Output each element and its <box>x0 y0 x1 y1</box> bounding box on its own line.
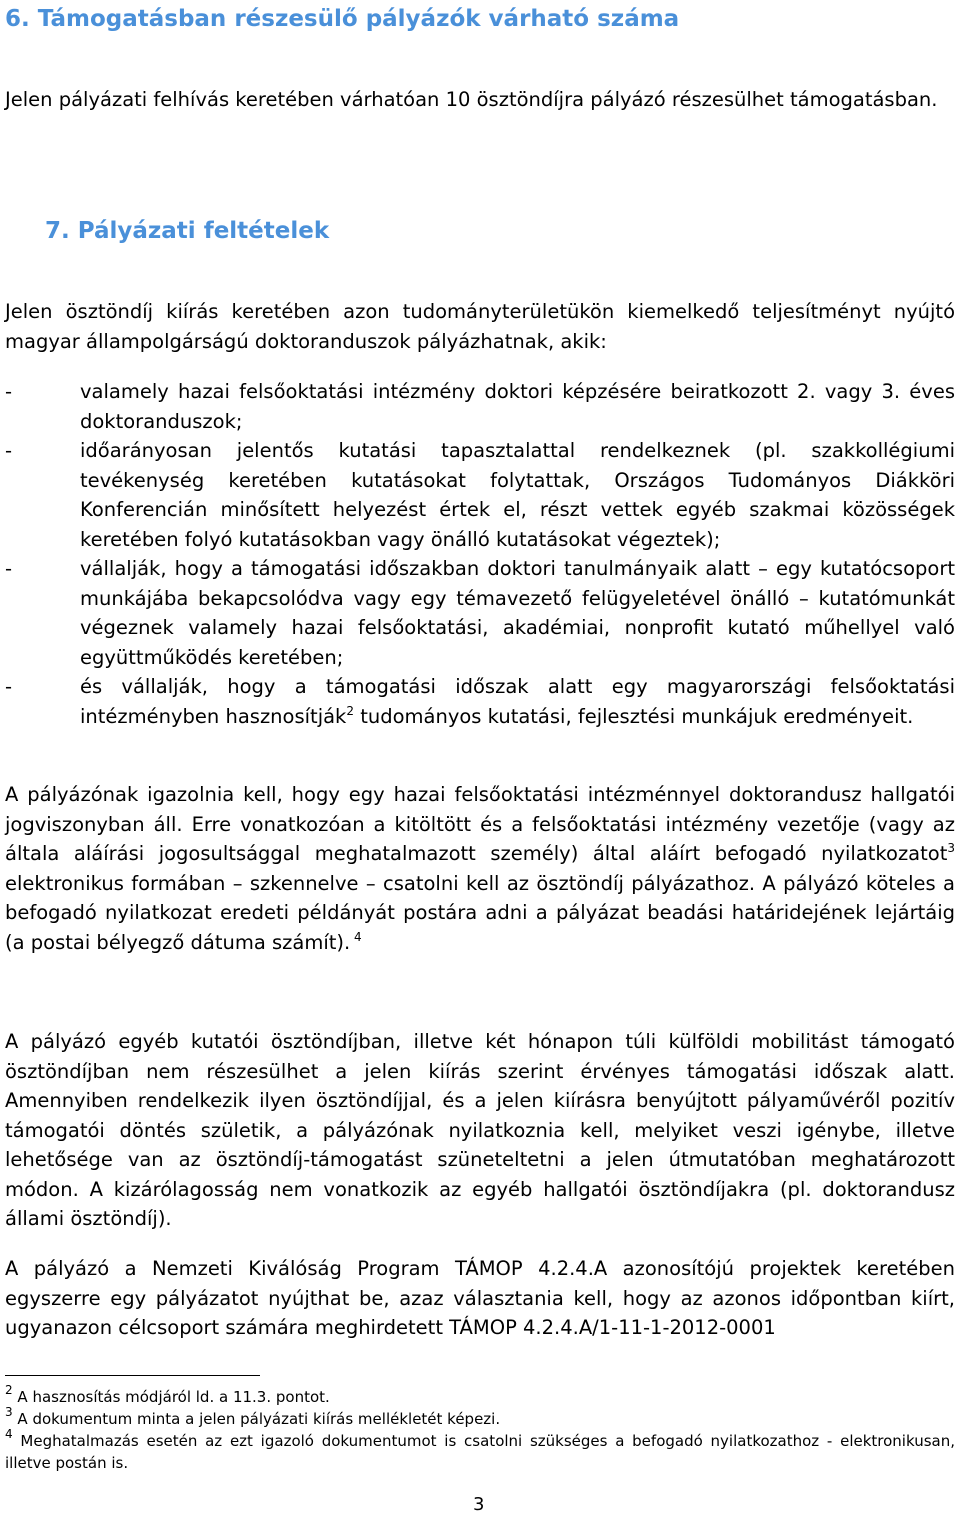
list-item: - időarányosan jelentős kutatási tapasztalattal rendelkeznek (pl. szakkollégiumi tevékenység keretében kutatásokat folytattak, Országos Tudományos Diákköri Konferencián minősített helyezést értek el, részt vettek egyéb szakmai közösségek keretében folyó kutatásokban vagy önálló kutatásokat végeztek); <box>5 439 955 551</box>
list-item: - vállalják, hogy a támogatási időszakban doktori tanulmányaik alatt – egy kutatócsoport munkájába bekapcsolódva vagy egy témavezető felügyeletével önálló – kutatómunkát végeznek valamely hazai felsőoktatási, akadémiai, nonprofit kutató műhellyel való együttműködés keretében; <box>5 557 955 669</box>
verification-paragraph: A pályázónak igazolnia kell, hogy egy hazai felsőoktatási intézménnyel doktorandusz hallgatói jogviszonyban áll. Erre vonatkozóan a kitöltött és a felsőoktatási intézmény vezetője (vagy az általa aláírási jogosultsággal meghatalmazott személy) által aláírt befogadó nyilatkozatot$^3$ elektronikus formában – szkennelve – csatolni kell az ösztöndíj pályázathoz. A pályázó köteles a befogadó nyilatkozat eredeti példányát postára adni a pályázat beadási határidejének lejártáig (a postai bélyegző dátuma számít). $^4$ <box>5 783 955 954</box>
section-7-heading: 7. Pályázati feltételek <box>45 218 330 244</box>
footnote: $^4$ Meghatalmazás esetén az ezt igazoló dokumentumot is csatolni szükséges a befogadó nyilatkozathoz - elektronikusan, illetve postán is. <box>5 1427 955 1472</box>
footnote: $^3$ A dokumentum minta a jelen pályázati kiírás mellékletét képezi. <box>5 1405 501 1428</box>
section-6-heading: 6. Támogatásban részesülő pályázók várható száma <box>5 6 680 32</box>
bullet-text: tudományos kutatási, fejlesztési munkájuk eredményeit. <box>354 704 914 728</box>
footnote: $^2$ A hasznosítás módjáról ld. a 11.3. pontot. <box>5 1383 330 1406</box>
footnote-ref: 2 <box>346 703 354 718</box>
footnote-ref: 3 <box>947 841 955 855</box>
list-item: - valamely hazai felsőoktatási intézmény doktori képzésére beiratkozott 2. vagy 3. éves doktoranduszok; <box>5 380 955 433</box>
bullet-text: időarányosan jelentős kutatási tapasztalattal rendelkeznek (pl. szakkollégiumi tevékenység keretében kutatásokat folytattak, Országos Tudományos Diákköri Konferencián minősített helyezést értek el, részt vettek egyéb szakmai közösségek keretében folyó kutatásokban vagy önálló kutatásokat végeztek); <box>80 439 955 551</box>
section-6-paragraph: Jelen pályázati felhívás keretében várhatóan 10 ösztöndíjra pályázó részesülhet támogatásban. <box>5 88 938 111</box>
bullet-text: vállalják, hogy a támogatási időszakban doktori tanulmányaik alatt – egy kutatócsoport munkájába bekapcsolódva vagy egy témavezető felügyeletével önálló – kutatómunkát végeznek valamely hazai felsőoktatási, akadémiai, nonprofit kutató műhellyel való együttműködés keretében; <box>80 557 955 669</box>
conditions-list <box>5 377 955 731</box>
page-number: 3 <box>473 1494 485 1515</box>
footnote-separator <box>5 1375 260 1376</box>
section-7-intro: Jelen ösztöndíj kiírás keretében azon tudományterületükön kiemelkedő teljesítményt nyújtó magyar állampolgárságú doktoranduszok pályázhatnak, akik: <box>5 300 955 353</box>
other-scholarships-paragraph: A pályázó egyéb kutatói ösztöndíjban, illetve két hónapon túli külföldi mobilitást támogató ösztöndíjban nem részesülhet a jelen kiírás szerint érvényes támogatási időszak alatt. Amennyiben rendelkezik ilyen ösztöndíjjal, és a jelen kiírásra benyújtott pályaművéről pozitív támogatói döntés születik, a pályázónak nyilatkoznia kell, melyiket veszi igénybe, illetve lehetősége van az ösztöndíj-támogatást szüneteltetni a jelen útmutatóban meghatározott módon. A kizárólagosság nem vonatkozik az egyéb hallgatói ösztöndíjakra (pl. doktorandusz állami ösztöndíj). <box>5 1030 955 1230</box>
list-item: - és vállalják, hogy a támogatási időszak alatt egy magyarországi felsőoktatási intézményben hasznosítják$^2$ tudományos kutatási, fejlesztési munkájuk eredményeit. <box>5 675 955 728</box>
footnote-ref: 4 <box>350 929 362 944</box>
program-paragraph: A pályázó a Nemzeti Kiválóság Program TÁMOP 4.2.4.A azonosítójú projektek keretében egyszerre egy pályázatot nyújthat be, azaz választania kell, hogy az azonos időpontban kiírt, ugyanazon célcsoport számára meghirdetett TÁMOP 4.2.4.A/1-11-1-2012-0001 <box>5 1257 955 1339</box>
bullet-text: és vállalják, hogy a támogatási időszak alatt egy magyarországi felsőoktatási intézményben hasznosítják <box>80 675 955 728</box>
bullet-text: valamely hazai felsőoktatási intézmény doktori képzésére beiratkozott 2. vagy 3. éves doktoranduszok; <box>80 380 955 433</box>
